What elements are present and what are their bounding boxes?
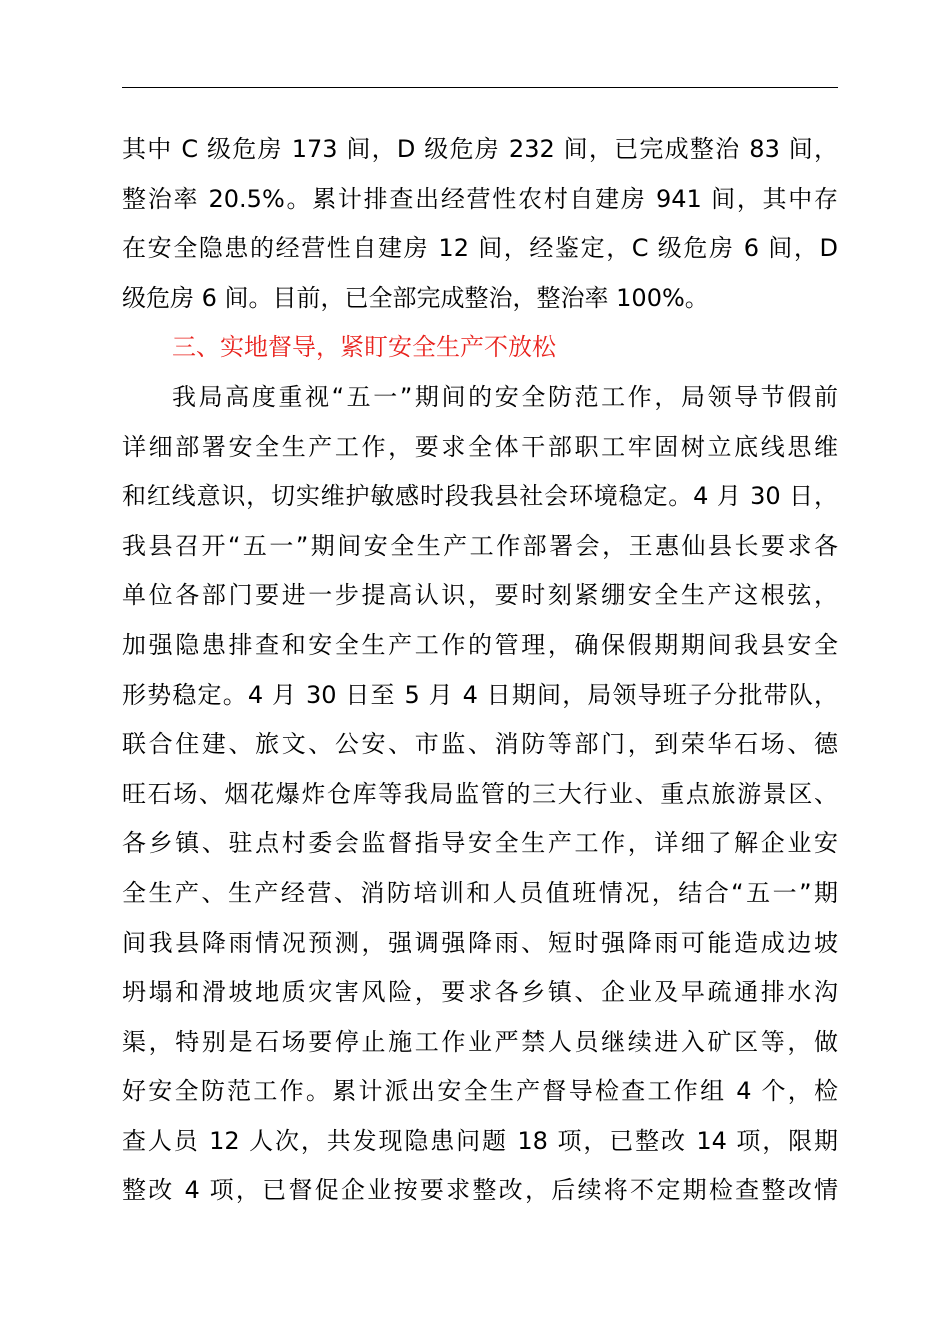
text-line: 渠，特别是石场要停止施工作业严禁人员继续进入矿区等，做: [122, 1027, 838, 1056]
text-line: 级危房 6 间。目前，已全部完成整治，整治率 100%。: [122, 283, 709, 312]
paragraph-rural-housing: [122, 125, 838, 323]
text-line: 查人员 12 人次，共发现隐患问题 18 项，已整改 14 项，限期: [122, 1126, 838, 1155]
document-body: [122, 125, 838, 1216]
text-line: 整治率 20.5%。累计排查出经营性农村自建房 941 间，其中存: [122, 184, 838, 213]
text-line: 间我县降雨情况预测，强调强降雨、短时强降雨可能造成边坡: [122, 928, 838, 957]
text-line: 在安全隐患的经营性自建房 12 间，经鉴定，C 级危房 6 间，D: [122, 234, 838, 263]
text-line: 整改 4 项，已督促企业按要求整改，后续将不定期检查整改情: [122, 1176, 838, 1205]
text-line: 详细部署安全生产工作，要求全体干部职工牢固树立底线思维: [122, 432, 838, 461]
header-rule: [122, 87, 838, 88]
text-line: 和红线意识，切实维护敏感时段我县社会环境稳定。4 月 30 日，: [122, 482, 838, 511]
section-heading: 三、实地督导，紧盯安全生产不放松: [172, 333, 556, 362]
text-line: 单位各部门要进一步提高认识，要时刻紧绷安全生产这根弦，: [122, 581, 838, 610]
text-line: 我县召开“五一”期间安全生产工作部署会，王惠仙县长要求各: [122, 531, 838, 560]
text-line: 各乡镇、驻点村委会监督指导安全生产工作，详细了解企业安: [122, 829, 838, 858]
text-line: 坍塌和滑坡地质灾害风险，要求各乡镇、企业及早疏通排水沟: [122, 978, 838, 1007]
text-line: 形势稳定。4 月 30 日至 5 月 4 日期间，局领导班子分批带队，: [122, 680, 838, 709]
text-line: 旺石场、烟花爆炸仓库等我局监管的三大行业、重点旅游景区、: [122, 779, 838, 808]
paragraph-field-supervision: [122, 373, 838, 1216]
text-line: 加强隐患排查和安全生产工作的管理，确保假期期间我县安全: [122, 630, 838, 659]
text-line: 联合住建、旅文、公安、市监、消防等部门，到荣华石场、德: [122, 730, 838, 759]
text-line: 我局高度重视“五一”期间的安全防范工作，局领导节假前: [172, 382, 838, 411]
text-line: 其中 C 级危房 173 间，D 级危房 232 间，已完成整治 83 间，: [122, 135, 838, 163]
text-line: 好安全防范工作。累计派出安全生产督导检查工作组 4 个，检: [122, 1077, 838, 1106]
text-line: 全生产、生产经营、消防培训和人员值班情况，结合“五一”期: [122, 878, 838, 907]
